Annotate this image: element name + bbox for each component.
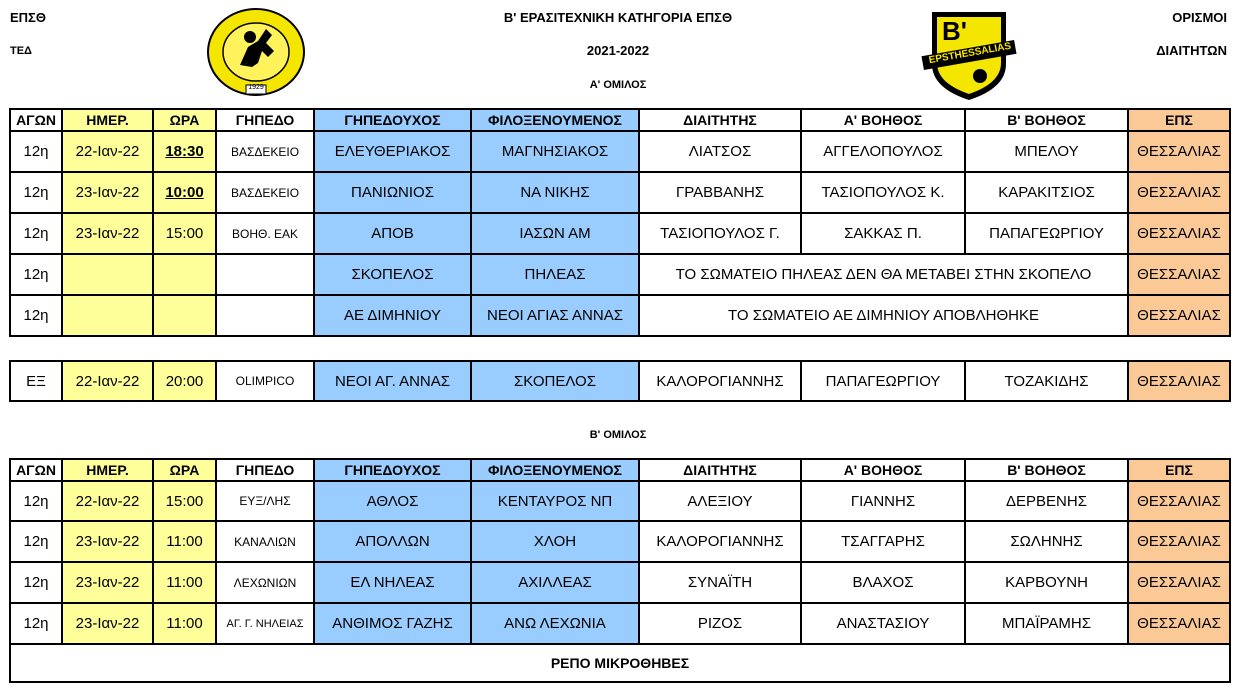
cell-away: ΑΧΙΛΛΕΑΣ bbox=[471, 562, 639, 603]
cell-round: 12η bbox=[10, 295, 62, 336]
cell-date: 23-Ιαν-22 bbox=[62, 603, 153, 644]
cell-referee: ΚΑΛΟΡΟΓΙΑΝΝΗΣ bbox=[639, 361, 801, 401]
cell-date: 22-Ιαν-22 bbox=[62, 361, 153, 401]
cell-eps: ΘΕΣΣΑΛΙΑΣ bbox=[1128, 562, 1230, 603]
col-round: ΑΓΩΝ bbox=[10, 459, 62, 481]
col-away: ΦΙΛΟΞΕΝΟΥΜΕΝΟΣ bbox=[471, 109, 639, 131]
cell-away: ΝΕΟΙ ΑΓΙΑΣ ΑΝΝΑΣ bbox=[471, 295, 639, 336]
cell-home: ΑΕ ΔΙΜΗΝΙΟΥ bbox=[314, 295, 471, 336]
col-date: ΗΜΕΡ. bbox=[62, 459, 153, 481]
cell-assistant-2: ΣΩΛΗΝΗΣ bbox=[965, 521, 1128, 562]
cell-referee: ΤΑΣΙΟΠΟΥΛΟΣ Γ. bbox=[639, 213, 801, 254]
cell-round: ΕΞ bbox=[10, 361, 62, 401]
cell-time bbox=[153, 295, 216, 336]
table-row bbox=[10, 361, 1230, 401]
cell-date: 23-Ιαν-22 bbox=[62, 562, 153, 603]
logo-big-letter: B' bbox=[942, 16, 967, 46]
cell-eps: ΘΕΣΣΑΛΙΑΣ bbox=[1128, 295, 1230, 336]
cell-round: 12η bbox=[10, 562, 62, 603]
col-home: ΓΗΠΕΔΟΥΧΟΣ bbox=[314, 109, 471, 131]
cell-referee: ΑΛΕΞΙΟΥ bbox=[639, 481, 801, 521]
cell-eps: ΘΕΣΣΑΛΙΑΣ bbox=[1128, 213, 1230, 254]
col-time: ΩΡΑ bbox=[153, 459, 216, 481]
table-row bbox=[10, 131, 1230, 172]
cell-away: ΠΗΛΕΑΣ bbox=[471, 254, 639, 295]
col-date: ΗΜΕΡ. bbox=[62, 109, 153, 131]
cell-round: 12η bbox=[10, 254, 62, 295]
col-referee: ΔΙΑΙΤΗΤΗΣ bbox=[639, 109, 801, 131]
extra-match-table bbox=[9, 360, 1231, 402]
cell-home: ΑΠΟΒ bbox=[314, 213, 471, 254]
cell-assistant-1: ΑΝΑΣΤΑΣΙΟΥ bbox=[801, 603, 965, 644]
cell-referee: ΓΡΑΒΒΑΝΗΣ bbox=[639, 172, 801, 213]
cell-away: ΧΛΟΗ bbox=[471, 521, 639, 562]
cell-referee: ΣΥΝΑΪΤΗ bbox=[639, 562, 801, 603]
table-row bbox=[10, 521, 1230, 562]
page-title: Β' ΕΡΑΣΙΤΕΧΝΙΚΗ ΚΑΤΗΓΟΡΙΑ ΕΠΣΘ bbox=[503, 10, 733, 25]
cell-time: 11:00 bbox=[153, 521, 216, 562]
table-row bbox=[10, 481, 1230, 521]
cell-eps: ΘΕΣΣΑΛΙΑΣ bbox=[1128, 361, 1230, 401]
header-right-sub: ΔΙΑΙΤΗΤΩΝ bbox=[1156, 43, 1227, 58]
col-venue: ΓΗΠΕΔΟ bbox=[216, 109, 314, 131]
cell-time: 10:00 bbox=[153, 172, 216, 213]
header-left-top: ΕΠΣΘ bbox=[10, 10, 46, 25]
cell-venue: ΑΓ. Γ. ΝΗΛΕΙΑΣ bbox=[216, 603, 314, 644]
cell-assistant-2: ΜΠΑΪΡΑΜΗΣ bbox=[965, 603, 1128, 644]
cell-away: ΑΝΩ ΛΕΧΩΝΙΑ bbox=[471, 603, 639, 644]
cell-time: 11:00 bbox=[153, 603, 216, 644]
header-right-top: ΟΡΙΣΜΟΙ bbox=[1172, 10, 1227, 25]
cell-round: 12η bbox=[10, 172, 62, 213]
cell-venue: ΒΑΣΔΕΚΕΙΟ bbox=[216, 172, 314, 213]
cell-away: ΝΑ ΝΙΚΗΣ bbox=[471, 172, 639, 213]
col-home: ΓΗΠΕΔΟΥΧΟΣ bbox=[314, 459, 471, 481]
group-a-header-row bbox=[10, 109, 1230, 131]
table-row bbox=[10, 213, 1230, 254]
cell-venue: ΕΥΞ/ΛΗΣ bbox=[216, 481, 314, 521]
cell-assistant-1: ΤΑΣΙΟΠΟΥΛΟΣ Κ. bbox=[801, 172, 965, 213]
cell-time: 18:30 bbox=[153, 131, 216, 172]
cell-assistant-1: ΒΛΑΧΟΣ bbox=[801, 562, 965, 603]
header-left-sub: ΤΕΔ bbox=[10, 45, 32, 57]
cell-date: 23-Ιαν-22 bbox=[62, 521, 153, 562]
logo-band-text: EPSTHESSALIAS bbox=[927, 40, 1012, 67]
group-b-table bbox=[9, 458, 1231, 683]
col-assistant-2: Β' ΒΟΗΘΟΣ bbox=[965, 109, 1128, 131]
cell-assistant-1: ΣΑΚΚΑΣ Π. bbox=[801, 213, 965, 254]
col-referee: ΔΙΑΙΤΗΤΗΣ bbox=[639, 459, 801, 481]
cell-assistant-2: ΔΕΡΒΕΝΗΣ bbox=[965, 481, 1128, 521]
cell-venue: ΚΑΝΑΛΙΩΝ bbox=[216, 521, 314, 562]
cell-round: 12η bbox=[10, 213, 62, 254]
col-assistant-2: Β' ΒΟΗΘΟΣ bbox=[965, 459, 1128, 481]
cell-eps: ΘΕΣΣΑΛΙΑΣ bbox=[1128, 172, 1230, 213]
col-round: ΑΓΩΝ bbox=[10, 109, 62, 131]
cell-time bbox=[153, 254, 216, 295]
table-row bbox=[10, 254, 1230, 295]
cell-round: 12η bbox=[10, 521, 62, 562]
cell-referee: ΚΑΛΟΡΟΓΙΑΝΝΗΣ bbox=[639, 521, 801, 562]
cell-home: ΣΚΟΠΕΛΟΣ bbox=[314, 254, 471, 295]
epsth-logo bbox=[206, 7, 306, 97]
cell-eps: ΘΕΣΣΑΛΙΑΣ bbox=[1128, 254, 1230, 295]
cell-referee: ΛΙΑΤΣΟΣ bbox=[639, 131, 801, 172]
table-row bbox=[10, 295, 1230, 336]
cell-home: ΑΝΘΙΜΟΣ ΓΑΖΗΣ bbox=[314, 603, 471, 644]
col-assistant-1: Α' ΒΟΗΘΟΣ bbox=[801, 459, 965, 481]
cell-venue bbox=[216, 295, 314, 336]
season: 2021-2022 bbox=[586, 43, 650, 58]
footer-row bbox=[10, 644, 1230, 682]
cell-venue: ΒΟΗΘ. ΕΑΚ bbox=[216, 213, 314, 254]
cell-eps: ΘΕΣΣΑΛΙΑΣ bbox=[1128, 521, 1230, 562]
col-away: ΦΙΛΟΞΕΝΟΥΜΕΝΟΣ bbox=[471, 459, 639, 481]
cell-eps: ΘΕΣΣΑΛΙΑΣ bbox=[1128, 603, 1230, 644]
cell-home: ΕΛ ΝΗΛΕΑΣ bbox=[314, 562, 471, 603]
cell-away: ΜΑΓΝΗΣΙΑΚΟΣ bbox=[471, 131, 639, 172]
cell-home: ΝΕΟΙ ΑΓ. ΑΝΝΑΣ bbox=[314, 361, 471, 401]
cell-assistant-2: ΤΟΖΑΚΙΔΗΣ bbox=[965, 361, 1128, 401]
col-time: ΩΡΑ bbox=[153, 109, 216, 131]
cell-venue: ΛΕΧΩΝΙΩΝ bbox=[216, 562, 314, 603]
cell-referee: ΡΙΖΟΣ bbox=[639, 603, 801, 644]
group-a-title: Α' ΟΜΙΛΟΣ bbox=[589, 79, 647, 91]
cell-date: 23-Ιαν-22 bbox=[62, 213, 153, 254]
cell-eps: ΘΕΣΣΑΛΙΑΣ bbox=[1128, 131, 1230, 172]
cell-time: 15:00 bbox=[153, 481, 216, 521]
group-b-title: Β' ΟΜΙΛΟΣ bbox=[589, 429, 647, 441]
cell-date: 22-Ιαν-22 bbox=[62, 131, 153, 172]
col-assistant-1: Α' ΒΟΗΘΟΣ bbox=[801, 109, 965, 131]
cell-away: ΚΕΝΤΑΥΡΟΣ ΝΠ bbox=[471, 481, 639, 521]
col-venue: ΓΗΠΕΔΟ bbox=[216, 459, 314, 481]
table-row bbox=[10, 172, 1230, 213]
cell-assistant-1: ΠΑΠΑΓΕΩΡΓΙΟΥ bbox=[801, 361, 965, 401]
cell-home: ΠΑΝΙΩΝΙΟΣ bbox=[314, 172, 471, 213]
cell-home: ΑΠΟΛΛΩΝ bbox=[314, 521, 471, 562]
cell-home: ΕΛΕΥΘΕΡΙΑΚΟΣ bbox=[314, 131, 471, 172]
cell-round: 12η bbox=[10, 481, 62, 521]
table-row bbox=[10, 603, 1230, 644]
cell-assistant-2: ΜΠΕΛΟΥ bbox=[965, 131, 1128, 172]
group-b-header-row bbox=[10, 459, 1230, 481]
cell-away: ΣΚΟΠΕΛΟΣ bbox=[471, 361, 639, 401]
cell-assistant-1: ΑΓΓΕΛΟΠΟΥΛΟΣ bbox=[801, 131, 965, 172]
cell-assistant-1: ΤΣΑΓΓΑΡΗΣ bbox=[801, 521, 965, 562]
cell-time: 20:00 bbox=[153, 361, 216, 401]
cell-assistant-2: ΚΑΡΒΟΥΝΗ bbox=[965, 562, 1128, 603]
logo-year: 1929 bbox=[248, 84, 264, 91]
cell-note: ΤΟ ΣΩΜΑΤΕΙΟ ΠΗΛΕΑΣ ΔΕΝ ΘΑ ΜΕΤΑΒΕΙ ΣΤΗΝ ΣΚΟΠΕΛΟ bbox=[639, 254, 1128, 295]
cell-date bbox=[62, 295, 153, 336]
cell-note: ΤΟ ΣΩΜΑΤΕΙΟ ΑΕ ΔΙΜΗΝΙΟΥ ΑΠΟΒΛΗΘΗΚΕ bbox=[639, 295, 1128, 336]
club-shield-logo bbox=[920, 8, 1018, 102]
cell-date: 23-Ιαν-22 bbox=[62, 172, 153, 213]
cell-venue: OLIMPICO bbox=[216, 361, 314, 401]
cell-home: ΑΘΛΟΣ bbox=[314, 481, 471, 521]
repo-note: ΡΕΠΟ ΜΙΚΡΟΘΗΒΕΣ bbox=[10, 644, 1230, 682]
cell-venue bbox=[216, 254, 314, 295]
cell-eps: ΘΕΣΣΑΛΙΑΣ bbox=[1128, 481, 1230, 521]
cell-venue: ΒΑΣΔΕΚΕΙΟ bbox=[216, 131, 314, 172]
group-a-table bbox=[9, 108, 1231, 337]
cell-away: ΙΑΣΩΝ ΑΜ bbox=[471, 213, 639, 254]
cell-date bbox=[62, 254, 153, 295]
cell-time: 11:00 bbox=[153, 562, 216, 603]
cell-assistant-2: ΚΑΡΑΚΙΤΣΙΟΣ bbox=[965, 172, 1128, 213]
cell-round: 12η bbox=[10, 603, 62, 644]
cell-time: 15:00 bbox=[153, 213, 216, 254]
cell-date: 22-Ιαν-22 bbox=[62, 481, 153, 521]
col-eps: ΕΠΣ bbox=[1128, 109, 1230, 131]
cell-round: 12η bbox=[10, 131, 62, 172]
col-eps: ΕΠΣ bbox=[1128, 459, 1230, 481]
table-row bbox=[10, 562, 1230, 603]
cell-assistant-2: ΠΑΠΑΓΕΩΡΓΙΟΥ bbox=[965, 213, 1128, 254]
cell-assistant-1: ΓΙΑΝΝΗΣ bbox=[801, 481, 965, 521]
